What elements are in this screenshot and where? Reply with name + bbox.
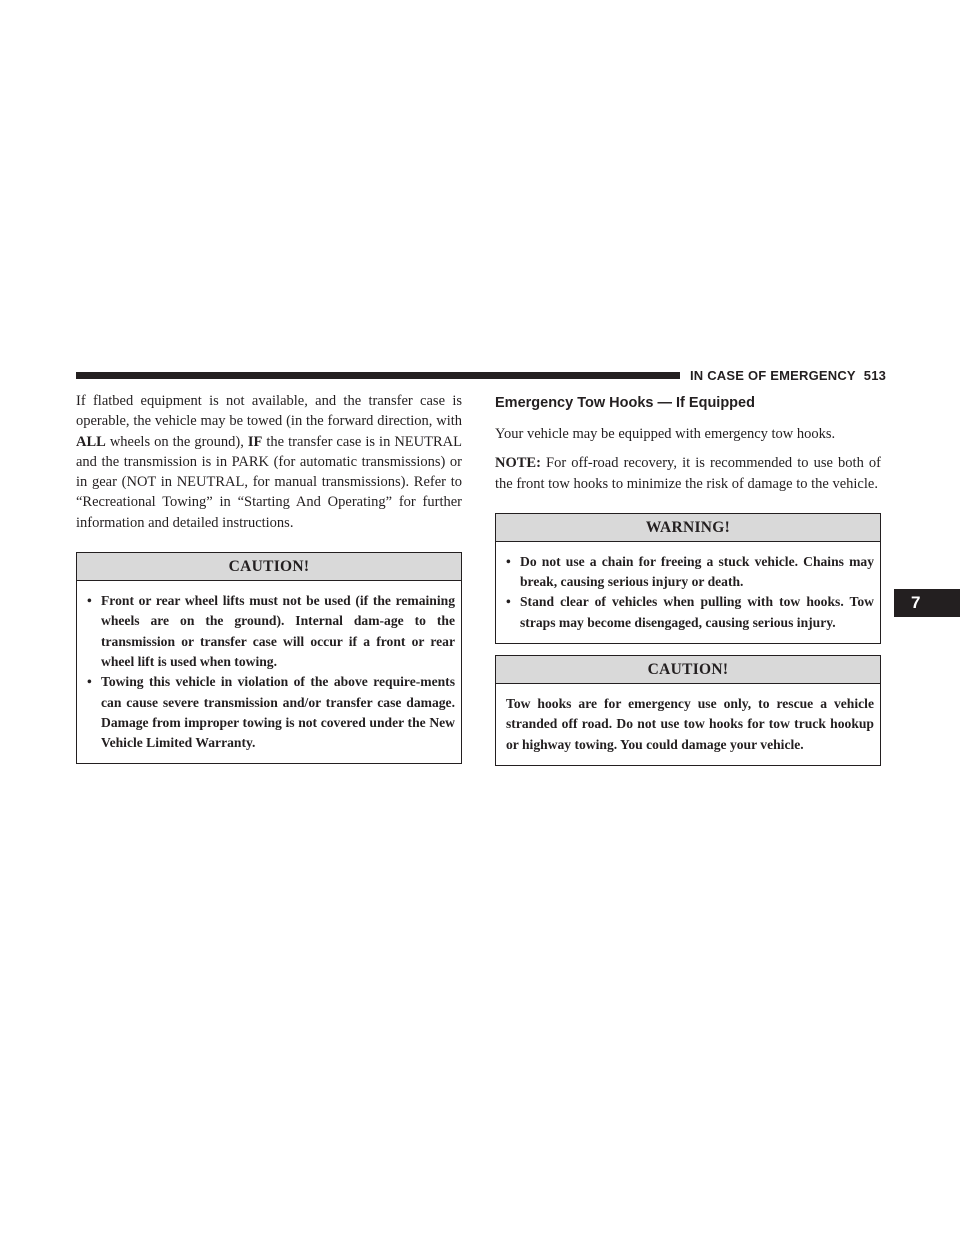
caution-box-wheel-lifts [76, 552, 462, 764]
warning-body [496, 542, 880, 643]
warning-list [506, 552, 874, 633]
caution-box-tow-hooks [495, 655, 881, 766]
intro-text: the transfer case is in NEUTRAL and the transmission is in PARK (for automatic transmissions) or in gear (NOT in NEUTRAL, for manual transmissions). Refer to “Recreational Towing” in “Starting And Operating” for further information and detailed instructions. [76, 433, 462, 531]
intro-emphasis-if: IF [247, 433, 263, 450]
caution-title: CAUTION! [496, 656, 880, 684]
running-header [690, 368, 887, 383]
bullet: • [87, 674, 92, 690]
caution-list [87, 591, 455, 753]
note-paragraph [495, 453, 881, 494]
warning-title: WARNING! [496, 514, 880, 542]
caution-text: Tow hooks are for emergency use only, to rescue a vehicle stranded off road. Do not use tow hooks for tow truck hookup or highway towing. You could damage your vehicle. [506, 696, 874, 752]
caution-item [87, 591, 455, 672]
right-column [495, 391, 881, 766]
intro-text: If flatbed equipment is not available, and the transfer case is operable, the vehicle may be towed (in the forward direction, with [76, 393, 462, 430]
caution-title: CAUTION! [77, 553, 461, 581]
caution-body [77, 581, 461, 763]
left-column [76, 391, 462, 764]
warning-box [495, 513, 881, 644]
bullet: • [506, 553, 511, 569]
intro-emphasis-all: ALL [76, 433, 106, 450]
page-number: 513 [863, 368, 887, 383]
note-text: For off-road recovery, it is recommended to use both of the front tow hooks to minimize the risk of damage to the vehicle. [495, 455, 881, 492]
warning-item [506, 552, 874, 593]
caution-item-text: Towing this vehicle in violation of the above require-ments can cause severe transmission and/or transfer case damage. Damage from improper towing is not covered under the New Vehicle Limited Warranty. [101, 674, 455, 751]
warning-item [506, 592, 874, 633]
section-heading: Emergency Tow Hooks — If Equipped [495, 395, 755, 411]
caution-body [496, 684, 880, 765]
header-section-title: IN CASE OF EMERGENCY [690, 368, 856, 383]
caution-item [87, 672, 455, 753]
warning-item-text: Do not use a chain for freeing a stuck vehicle. Chains may break, causing serious injury or death. [520, 553, 874, 590]
paragraph: Your vehicle may be equipped with emergency tow hooks. [495, 426, 836, 442]
caution-item-text: Front or rear wheel lifts must not be used (if the remaining wheels are on the ground). Internal dam-age to the transmission or transfer case will occur if a front or rear wheel lift is used when towing. [101, 593, 455, 669]
header-rule [76, 372, 680, 379]
note-label: NOTE: [495, 455, 541, 472]
chapter-number: 7 [911, 593, 921, 612]
bullet: • [87, 593, 92, 609]
intro-paragraph [76, 391, 462, 533]
warning-item-text: Stand clear of vehicles when pulling with tow hooks. Tow straps may become disengaged, causing serious injury. [520, 594, 874, 630]
bullet: • [506, 594, 511, 610]
chapter-tab [894, 589, 960, 617]
intro-text: wheels on the ground), [105, 433, 248, 450]
